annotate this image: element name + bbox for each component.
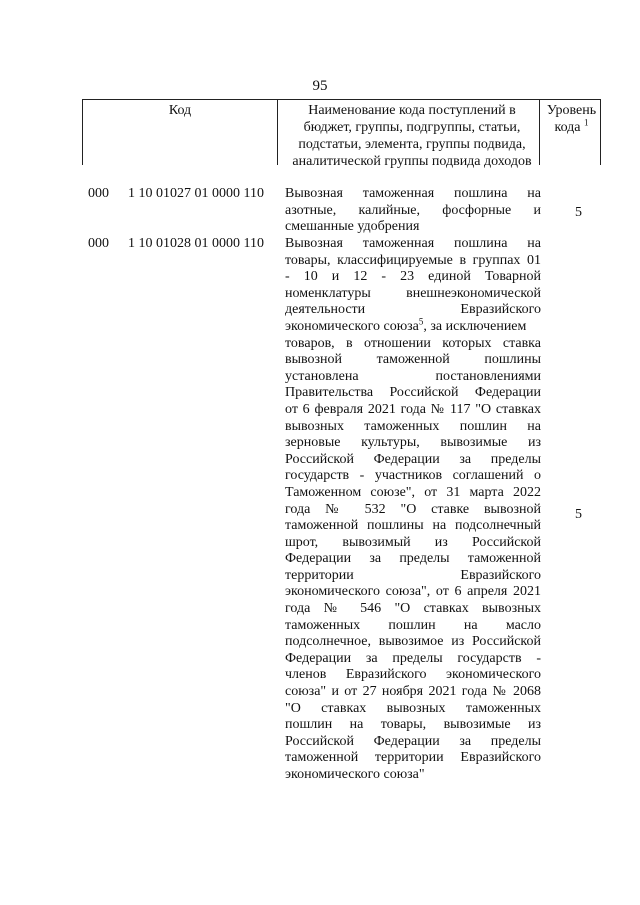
level-code: 5 [575, 507, 582, 522]
admin-code: 000 [88, 186, 109, 201]
name-line: Федерации за пределы таможенной [285, 551, 541, 567]
name-line-text: экономического союза [285, 318, 419, 334]
name-line: вывозных таможенных пошлин на [285, 418, 541, 434]
name-line: Российской Федерации за пределы [285, 451, 541, 467]
header-name-line: подстатьи, элемента, группы подвида, [298, 137, 526, 152]
income-code: 1 10 01028 01 0000 110 [128, 236, 264, 251]
name-line: таможенной территории Евразийского [285, 750, 541, 766]
name-line: азотные, калийные, фосфорные и [285, 202, 541, 218]
name-line: года № 532 "О ставке вывозной [285, 501, 541, 517]
column-divider [277, 100, 278, 165]
admin-code: 000 [88, 236, 109, 251]
header-name [283, 102, 541, 170]
income-name [285, 186, 541, 236]
header-name-line: аналитической группы подвида доходов [292, 154, 532, 169]
name-line: деятельности Евразийского [285, 302, 541, 318]
header-level-text: кода [554, 120, 581, 135]
name-line: таможенной пошлины на подсолнечный [285, 518, 541, 534]
income-code: 1 10 01027 01 0000 110 [128, 186, 264, 201]
name-line: - 10 и 12 - 23 единой Товарной [285, 269, 541, 285]
name-line: "О ставках вывозных таможенных [285, 700, 541, 716]
name-line-text: , за исключением [423, 318, 527, 334]
footnote-marker: 1 [584, 117, 589, 128]
page-number: 95 [312, 78, 328, 94]
income-name [285, 236, 541, 784]
name-line: Вывозная таможенная пошлина на [285, 186, 541, 201]
name-line: года № 546 "О ставках вывозных [285, 601, 541, 617]
name-line: от 6 февраля 2021 года № 117 "О ставках [285, 401, 541, 417]
name-line: товары, классифицируемые в группах 01 [285, 252, 541, 268]
name-line: союза" и от 27 ноября 2021 года № 2068 [285, 684, 541, 700]
name-line [285, 316, 541, 336]
footnote-marker: 5 [418, 316, 424, 327]
name-line: установлена постановлениями [285, 368, 541, 384]
header-name-line: бюджет, группы, подгруппы, статьи, [303, 120, 521, 135]
header-name-line: Наименование кода поступлений в [308, 103, 516, 118]
name-line: вывозной таможенной пошлины [285, 352, 541, 368]
header-level [541, 102, 602, 136]
name-line: пошлин на товары, вывозимые из [285, 717, 541, 733]
name-line: членов Евразийского экономического [285, 667, 541, 683]
name-line: Российской Федерации за пределы [285, 733, 541, 749]
level-code: 5 [575, 205, 582, 220]
name-line: смешанные удобрения [285, 219, 420, 235]
name-line: товаров, в отношении которых ставка [285, 335, 541, 351]
name-line: экономического союза" [285, 767, 425, 782]
name-line: Федерации за пределы государств - [285, 650, 541, 666]
header-level-line: Уровень [546, 103, 597, 118]
name-line: государств - участников соглашений о [285, 468, 541, 484]
name-line: шрот, вывозимый из Российской [285, 534, 541, 550]
name-line: экономического союза", от 6 апреля 2021 [285, 584, 541, 600]
table-header [82, 99, 601, 169]
name-line: номенклатуры внешнеэкономической [285, 285, 541, 301]
name-line: Таможенном союзе", от 31 марта 2022 [285, 484, 541, 500]
name-line: подсолнечное, вывозимое из Российской [285, 634, 541, 650]
header-level-line [541, 119, 602, 136]
name-line: Вывозная таможенная пошлина на [285, 236, 541, 251]
name-line: зерновые культуры, вывозимые из [285, 435, 541, 451]
name-line: таможенных пошлин на масло [285, 617, 541, 633]
header-code: Код [168, 103, 192, 118]
name-line: территории Евразийского [285, 567, 541, 583]
name-line: Правительства Российской Федерации [285, 385, 541, 401]
